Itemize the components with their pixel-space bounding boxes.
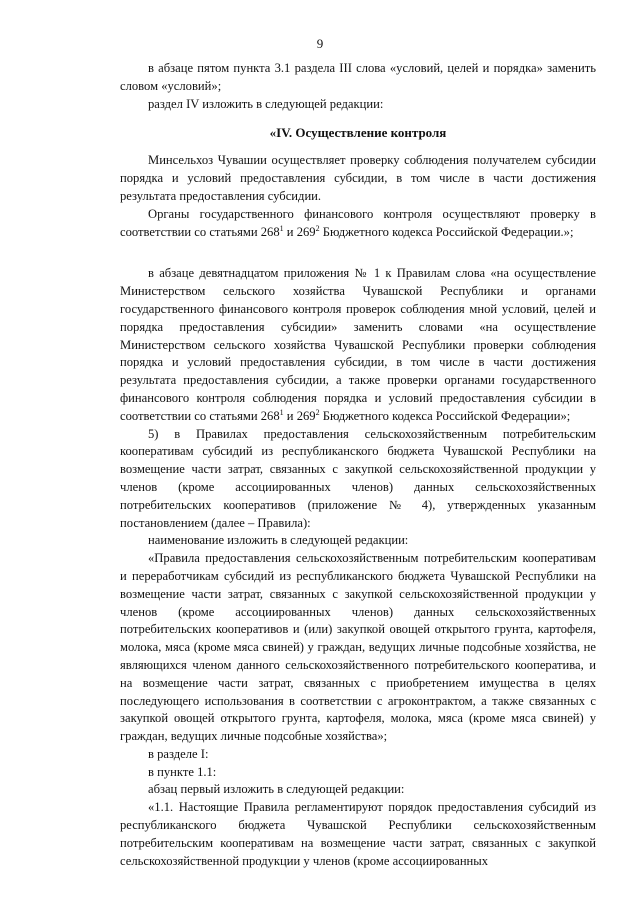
paragraph-ministry-check: Минсельхоз Чувашии осуществляет проверку соблюдения получателем субсидии порядка и условий предоставления субсидии, в том числе в части достижения результата предоставления субсидии. [120, 153, 596, 203]
paragraph-name-intro: наименование изложить в следующей редакции: [148, 533, 409, 548]
paragraph-item-1-1: в пункте 1.1: [148, 764, 217, 779]
section-heading-control: «IV. Осуществление контроля [269, 125, 447, 141]
text-fragment: и 269 [283, 224, 316, 239]
paragraph-section-1: в разделе I: [148, 746, 209, 761]
paragraph-amend-section-3: в абзаце пятом пункта 3.1 раздела III слова «условий, целей и порядка» заменить словом «условий»; [120, 61, 596, 93]
paragraph-appendix-amend [120, 265, 596, 425]
superscript: 1 [279, 407, 284, 417]
superscript: 1 [279, 223, 284, 233]
text-fragment: Бюджетного кодекса Российской Федерации.»; [319, 224, 574, 239]
superscript: 2 [315, 223, 320, 233]
text-fragment: Органы государственного финансового контроля осуществляют проверку в соответствии со статьями 268 [120, 206, 596, 239]
document-body [120, 60, 596, 870]
page-number: 9 [316, 36, 324, 51]
paragraph-section-4-intro: раздел IV изложить в следующей редакции: [148, 96, 384, 111]
paragraph-item-5-rules: 5) в Правилах предоставления сельскохозяйственным потребительским кооперативам субсидий из республиканского бюджета Чувашской Республики на возмещение части затрат, связанных с закупкой сельскохозяйственной продукции у членов (кроме ассоциированных членов) данных сельскохозяйственных потребительских кооперативов (приложение № 4), утвержденных указанным постановлением (далее – Правила): [120, 426, 596, 530]
text-fragment: в абзаце девятнадцатом приложения № 1 к Правилам слова «на осуществление Министерством сельского хозяйства Чувашской Республики и органами государственного финансового контроля проверок соблюдения мной условий, целей и порядка предоставления субсидии» заменить словами «на осуществление Министерством сельского хозяйства Чувашской Республики проверки соблюдения порядка и условий предоставления субсидии, в том числе в части достижения результата предоставления субсидии, а также проверки органами государственного финансового контроля соблюдения порядка и условий предоставления субсидии в соответствии со статьями 268 [120, 266, 596, 423]
paragraph-financial-control [120, 206, 596, 242]
paragraph-rules-title: «Правила предоставления сельскохозяйственным потребительским кооперативам и переработчикам субсидий из республиканского бюджета Чувашской Республики на возмещение части затрат, связанных с закупкой сельскохозяйственной продукции у членов (кроме ассоциированных членов) данных сельскохозяйственных потребительских кооперативов и (или) закупкой овощей открытого грунта, картофеля, молока, мяса (кроме мяса свиней) у граждан, ведущих личные подсобные хозяйства, не являющихся членом данного сельскохозяйственного потребительского кооператива, и на возмещение части затрат, связанных с приобретением имущества в целях последующего использования в соответствии с агроконтрактом, а также связанных с закупкой овощей открытого грунта, картофеля, молока, мяса (кроме мяса свиней) у граждан, ведущих личные подсобные хозяйства»; [120, 551, 596, 744]
text-fragment: и 269 [283, 408, 316, 423]
paragraph-rules-1-1: «1.1. Настоящие Правила регламентируют порядок предоставления субсидий из республиканского бюджета Чувашской Республики сельскохозяйственным потребительским кооперативам на возмещение части затрат, связанных с закупкой сельскохозяйственной продукции у членов (кроме ассоциированных [120, 800, 596, 868]
superscript: 2 [315, 407, 320, 417]
text-fragment: Бюджетного кодекса Российской Федерации»; [319, 408, 571, 423]
paragraph-first-abzats: абзац первый изложить в следующей редакции: [148, 782, 405, 797]
